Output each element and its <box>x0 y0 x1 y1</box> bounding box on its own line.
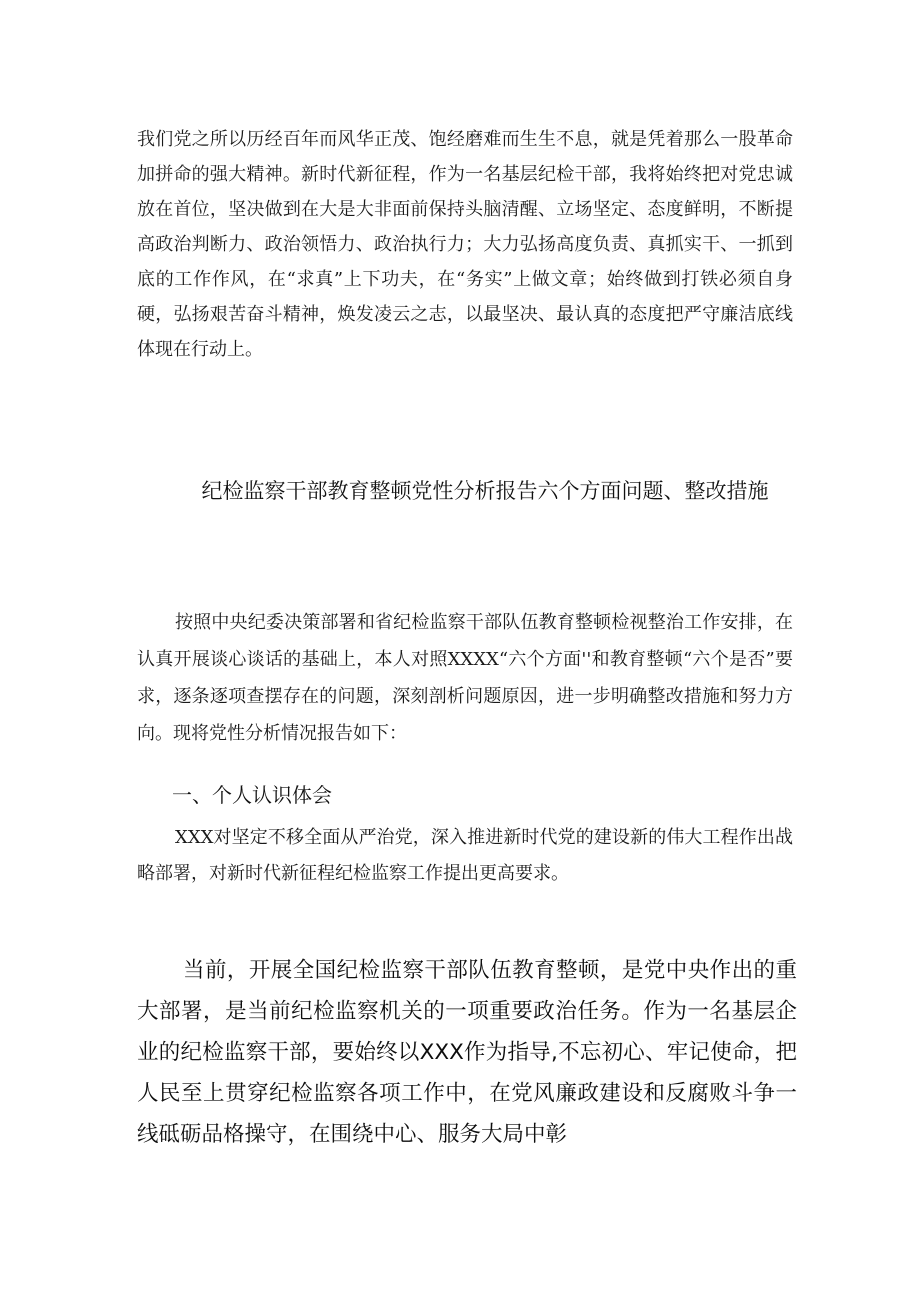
section-paragraph: XXX对坚定不移全面从严治党，深入推进新时代党的建设新的伟大工程作出战略部署，对新时代新征程纪检监察工作提出更高要求。 <box>137 827 793 884</box>
section-heading-personal-understanding: 一、个人认识体会 <box>172 783 332 807</box>
intro-paragraph: 按照中央纪委决策部署和省纪检监察干部队伍教育整顿检视整治工作安排，在认真开展谈心谈话的基础上，本人对照XXXX“六个方面''和教育整顿“六个是否”要求，逐条逐项查摆存在的问题，深刻剖析问题原因，进一步明确整改措施和努力方向。现将党性分析情况报告如下： <box>137 612 793 744</box>
opening-paragraph: 我们党之所以历经百年而风华正茂、饱经磨难而生生不息，就是凭着那么一股革命加拼命的强大精神。新时代新征程，作为一名基层纪检干部，我将始终把对党忠诚放在首位，坚决做到在大是大非面前保持头脑清醒、立场坚定、态度鲜明，不断提高政治判断力、政治领悟力、政治执行力；大力弘扬高度负责、真抓实干、一抓到底的工作作风，在“求真”上下功夫，在“务实”上做文章；始终做到打铁必须自身硬，弘扬艰苦奋斗精神，焕发凌云之志，以最坚决、最认真的态度把严守廉洁底线体现在行动上。 <box>137 129 793 360</box>
current-situation-paragraph: 当前，开展全国纪检监察干部队伍教育整顿，是党中央作出的重大部署，是当前纪检监察机关的一项重要政治任务。作为一名基层企业的纪检监察干部，要始终以XXX作为指导,不忘初心、牢记使命，把人民至上贯穿纪检监察各项工作中，在党风廉政建设和反腐败斗争一线砥砺品格操守，在围绕中心、服务大局中彰 <box>137 958 797 1147</box>
document-title: 纪检监察干部教育整顿党性分析报告六个方面问题、整改措施 <box>201 479 769 503</box>
